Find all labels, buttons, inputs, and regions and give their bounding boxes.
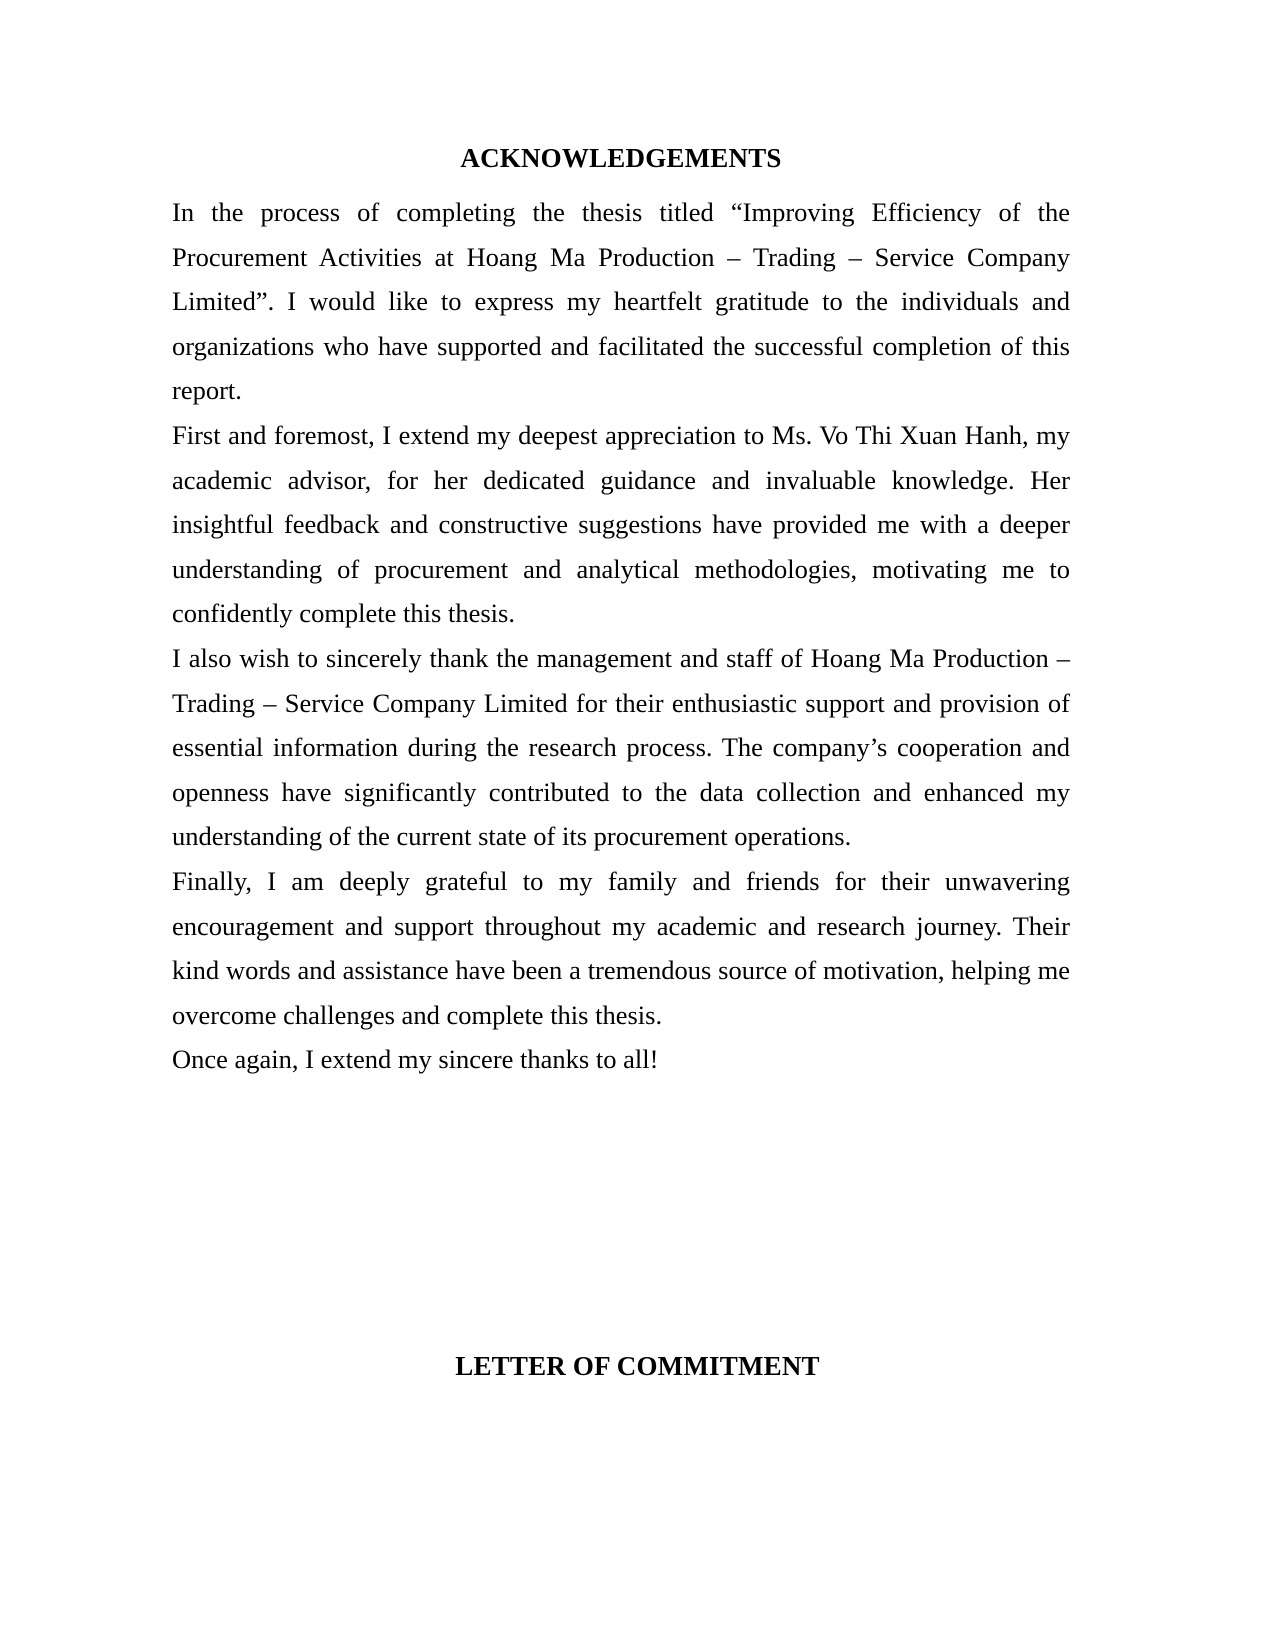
next-section-heading: LETTER OF COMMITMENT [455, 1351, 820, 1381]
page-title: ACKNOWLEDGEMENTS [460, 143, 782, 173]
acknowledgements-paragraph-4: Finally, I am deeply grateful to my family and friends for their unwavering encouragement and support throughout my academic and research journey. Their kind words and assistance have been a tremendous source of motivation, helping me overcome challenges and complete this thesis. [172, 865, 1070, 1030]
page-body [172, 0, 1070, 1082]
acknowledgements-paragraph-3: I also wish to sincerely thank the management and staff of Hoang Ma Production – Trading – Service Company Limited for their enthusiastic support and provision of essential information during the research process. The company’s cooperation and openness have significantly contributed to the data collection and enhanced my understanding of the current state of its procurement operations. [172, 642, 1070, 852]
acknowledgements-paragraph-2: First and foremost, I extend my deepest appreciation to Ms. Vo Thi Xuan Hanh, my academic advisor, for her dedicated guidance and invaluable knowledge. Her insightful feedback and constructive suggestions have provided me with a deeper understanding of procurement and analytical methodologies, motivating me to confidently complete this thesis. [172, 419, 1070, 629]
acknowledgements-closing-line: Once again, I extend my sincere thanks to all! [172, 1044, 659, 1075]
acknowledgements-paragraph-1: In the process of completing the thesis titled “Improving Efficiency of the Procurement Activities at Hoang Ma Production – Trading – Service Company Limited”. I would like to express my heartfelt gratitude to the individuals and organizations who have supported and facilitated the successful completion of this report. [172, 197, 1070, 406]
